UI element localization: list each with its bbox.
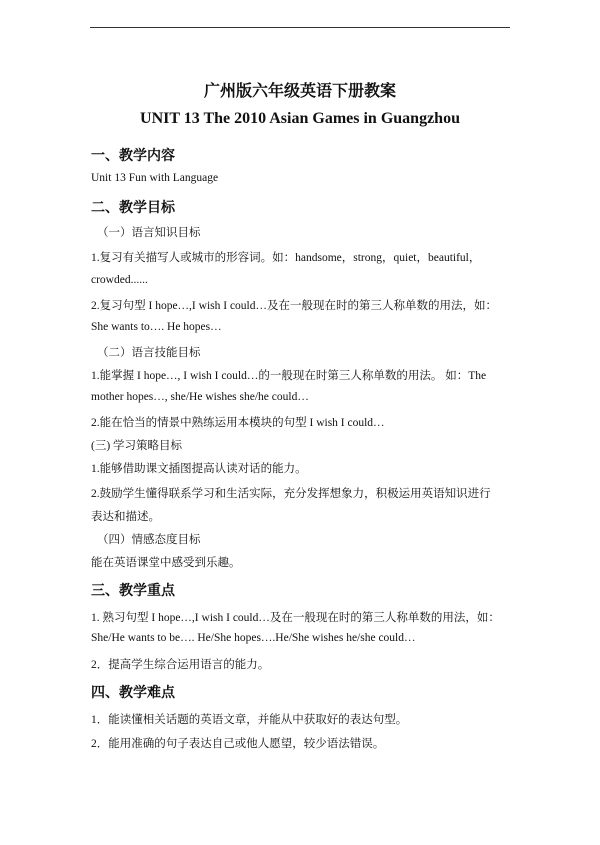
top-rule (90, 27, 510, 28)
subheading-attitude: （四）情感态度目标 (97, 534, 201, 546)
section-heading-content: 一、教学内容 (91, 148, 175, 164)
key-point-line: She/He wants to be…. He/She hopes….He/She wishes he/she could… (91, 632, 416, 644)
page-title: 广州版六年级英语下册教案 (203, 81, 396, 100)
subheading-skills: （二）语言技能目标 (97, 347, 201, 359)
objective-line: She wants to…. He hopes… (91, 321, 222, 333)
objective-line: 1.能掌握 I hope…, I wish I could…的一般现在时第三人称单数的用法。 如：The (91, 370, 487, 382)
objective-line: 1.能够借助课文插图提高认读对话的能力。 (91, 463, 307, 475)
objective-line: 1.复习有关描写人或城市的形容词。如：handsome，strong，quiet，beautiful， (91, 252, 481, 264)
section-heading-objectives: 二、教学目标 (91, 200, 175, 216)
subheading-strategy: (三) 学习策略目标 (91, 440, 183, 452)
objective-line: 2.复习句型 I hope…,I wish I could…及在一般现在时的第三人称单数的用法，如： (91, 300, 497, 312)
key-point-line: 1. 熟习句型 I hope…,I wish I could…及在一般现在时的第三人称单数的用法，如： (91, 612, 500, 624)
difficulty-line: 2．能用准确的句子表达自己或他人愿望，较少语法错误。 (91, 738, 385, 750)
objective-line: mother hopes…, she/He wishes she/he could… (91, 391, 309, 403)
key-point-line: 2．提高学生综合运用语言的能力。 (91, 659, 270, 671)
section-heading-key-points: 三、教学重点 (91, 583, 175, 599)
subheading-knowledge: （一）语言知识目标 (97, 227, 201, 239)
objective-line: 2.能在恰当的情景中熟练运用本模块的句型 I wish I could… (91, 417, 385, 429)
objective-line: 能在英语课堂中感受到乐趣。 (91, 557, 241, 569)
difficulty-line: 1．能读懂相关话题的英语文章，并能从中获取好的表达句型。 (91, 714, 408, 726)
section-content-text: Unit 13 Fun with Language (91, 172, 219, 184)
objective-line: 表达和描述。 (91, 511, 160, 523)
objective-line: crowded...... (91, 274, 148, 286)
unit-title: UNIT 13 The 2010 Asian Games in Guangzhou (140, 110, 460, 127)
section-heading-difficulties: 四、教学难点 (91, 685, 175, 701)
objective-line: 2.鼓励学生懂得联系学习和生活实际，充分发挥想象力，积极运用英语知识进行 (91, 488, 491, 500)
